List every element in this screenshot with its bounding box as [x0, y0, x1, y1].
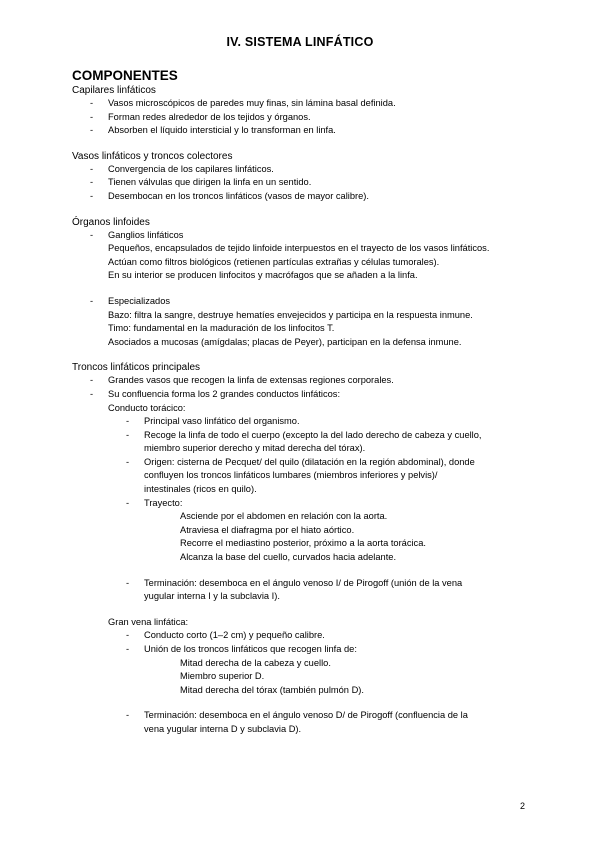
list-item: - Vasos microscópicos de paredes muy finas, sin lámina basal definida. — [90, 98, 396, 108]
text-line: Timo: fundamental en la maduración de los linfocitos T. — [108, 323, 335, 334]
list-item: - Recoge la linfa de todo el cuerpo (excepto la del lado derecho de cabeza y cuello, — [126, 429, 482, 440]
list-item: - Convergencia de los capilares linfáticos. — [90, 163, 274, 174]
list-item: - Terminación: desemboca en el ángulo venoso I/ de Pirogoff (unión de la vena — [126, 577, 463, 588]
list-item: - Trayecto: — [126, 497, 183, 508]
text-line: En su interior se producen linfocitos y macrófagos que se añaden a la linfa. — [108, 270, 418, 281]
list-item-continuation: intestinales (ricos en quilo). — [144, 484, 257, 495]
text-line: Pequeños, encapsulados de tejido linfoide interpuestos en el trayecto de los vasos linfáticos. — [108, 243, 490, 254]
list-item: - Tienen válvulas que dirigen la linfa en un sentido. — [90, 177, 312, 188]
text-line: Miembro superior D. — [180, 671, 265, 682]
list-item-continuation: yugular interna I y la subclavia I). — [144, 591, 280, 602]
list-item: - Su confluencia forma los 2 grandes conductos linfáticos: — [90, 388, 341, 399]
list-item-continuation: miembro superior derecho y mitad derecha del tórax). — [144, 443, 366, 454]
list-item: - Forman redes alrededor de los tejidos y órganos. — [90, 111, 311, 122]
list-item: - Ganglios linfáticos — [90, 229, 184, 240]
list-item: - Principal vaso linfático del organismo. — [126, 416, 300, 427]
text-line: Recorre el mediastino posterior, próximo a la aorta torácica. — [180, 538, 426, 549]
text-line: Mitad derecha de la cabeza y cuello. — [180, 657, 331, 668]
troncos-heading: Troncos linfáticos principales — [72, 362, 201, 374]
text-line: Atraviesa el diafragma por el hiato aórtico. — [180, 524, 355, 535]
page-number: 2 — [520, 801, 526, 811]
list-item: - Especializados — [90, 295, 171, 306]
list-item: - Desembocan en los troncos linfáticos (vasos de mayor calibre). — [90, 190, 369, 201]
list-item-continuation: vena yugular interna D y subclavia D). — [144, 723, 302, 734]
text-line: Asciende por el abdomen en relación con la aorta. — [180, 511, 388, 522]
text-line: Gran vena linfática: — [108, 616, 189, 627]
list-item: - Terminación: desemboca en el ángulo venoso D/ de Pirogoff (confluencia de la — [126, 710, 468, 721]
organos-heading: Órganos linfoides — [72, 216, 150, 228]
text-line: Actúan como filtros biológicos (retienen partículas extrañas y células tumorales). — [108, 256, 440, 267]
list-item-continuation: confluyen los troncos linfáticos lumbares (miembros inferiores y pelvis)/ — [144, 470, 438, 481]
vasos-heading: Vasos linfáticos y troncos colectores — [72, 150, 233, 162]
list-item: - Origen: cisterna de Pecquet/ del quilo (dilatación en la región abdominal), donde — [126, 456, 475, 467]
section-title: COMPONENTES — [72, 68, 178, 83]
text-line: Asociados a mucosas (amígdalas; placas de Peyer), participan en la defensa inmune. — [108, 336, 462, 347]
list-item: - Conducto corto (1–2 cm) y pequeño calibre. — [126, 630, 325, 641]
text-line: Conducto torácico: — [108, 402, 186, 413]
page-title: IV. SISTEMA LINFÁTICO — [226, 35, 374, 49]
list-item: - Grandes vasos que recogen la linfa de extensas regiones corporales. — [90, 375, 394, 386]
text-line: Alcanza la base del cuello, curvados hacia adelante. — [180, 552, 397, 563]
capilares-heading: Capilares linfáticos — [72, 85, 156, 96]
list-item: - Unión de los troncos linfáticos que recogen linfa de: — [126, 644, 357, 654]
text-line: Bazo: filtra la sangre, destruye hematíes envejecidos y participa en la respuesta inmune. — [108, 309, 473, 320]
list-item: - Absorben el líquido intersticial y lo transforman en linfa. — [90, 125, 336, 136]
document-body — [72, 68, 542, 737]
text-line: Mitad derecha del tórax (también pulmón D). — [180, 684, 364, 695]
